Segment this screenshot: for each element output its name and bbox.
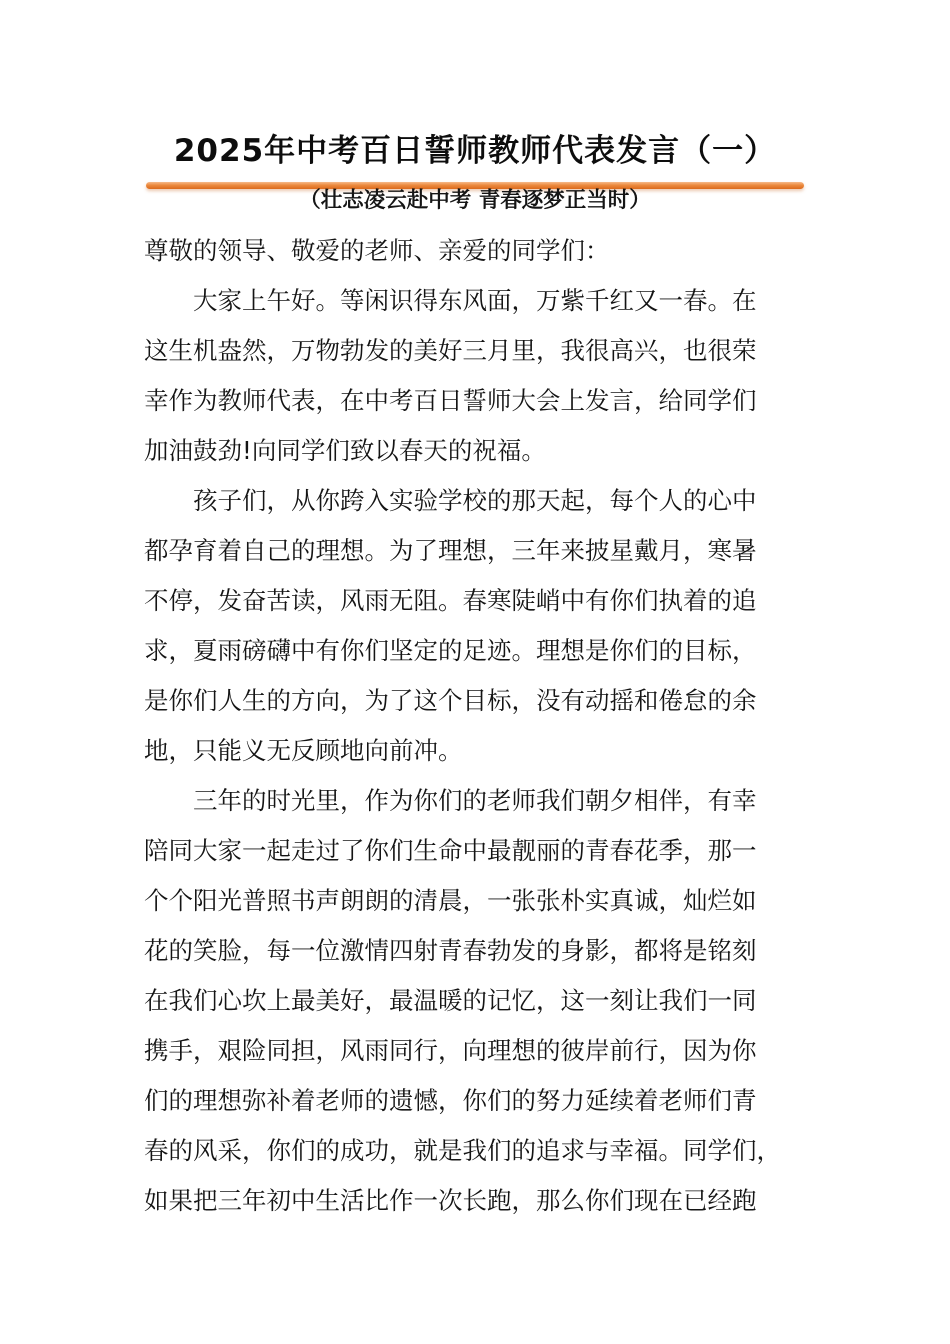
paragraph-line: 携手，艰险同担，风雨同行，向理想的彼岸前行，因为你 bbox=[144, 1036, 757, 1065]
paragraph-3 bbox=[144, 776, 806, 1226]
paragraph-line: 是你们人生的方向，为了这个目标，没有动摇和倦怠的余 bbox=[144, 686, 757, 715]
paragraph-line: 都孕育着自己的理想。为了理想，三年来披星戴月，寒暑 bbox=[144, 536, 757, 565]
paragraph-line: 这生机盎然，万物勃发的美好三月里，我很高兴，也很荣 bbox=[144, 336, 757, 365]
salutation: 尊敬的领导、敬爱的老师、亲爱的同学们： bbox=[144, 236, 610, 265]
paragraph-line: 春的风采，你们的成功，就是我们的追求与幸福。同学们， bbox=[144, 1136, 781, 1165]
paragraph-line: 求，夏雨磅礴中有你们坚定的足迹。理想是你们的目标， bbox=[144, 636, 757, 665]
paragraph-line: 幸作为教师代表，在中考百日誓师大会上发言，给同学们 bbox=[144, 386, 757, 415]
paragraph-line: 大家上午好。等闲识得东风面，万紫千红又一春。在 bbox=[193, 286, 757, 315]
paragraph-line: 如果把三年初中生活比作一次长跑，那么你们现在已经跑 bbox=[144, 1186, 757, 1215]
paragraph-line: 们的理想弥补着老师的遗憾，你们的努力延续着老师们青 bbox=[144, 1086, 757, 1115]
paragraph-line: 陪同大家一起走过了你们生命中最靓丽的青春花季，那一 bbox=[144, 836, 757, 865]
paragraph-line: 花的笑脸，每一位激情四射青春勃发的身影，都将是铭刻 bbox=[144, 936, 757, 965]
paragraph-1 bbox=[144, 276, 806, 476]
paragraph-2 bbox=[144, 476, 806, 776]
paragraph-line: 加油鼓劲!向同学们致以春天的祝福。 bbox=[144, 436, 546, 465]
paragraph-line: 三年的时光里，作为你们的老师我们朝夕相伴，有幸 bbox=[193, 786, 757, 815]
paragraph-line: 个个阳光普照书声朗朗的清晨，一张张朴实真诚，灿烂如 bbox=[144, 886, 757, 915]
speech-body bbox=[144, 226, 806, 1226]
document-title: 2025年中考百日誓师教师代表发言（一） bbox=[173, 133, 777, 169]
paragraph-line: 孩子们，从你跨入实验学校的那天起，每个人的心中 bbox=[193, 486, 757, 515]
document-subtitle: （壮志凌云赴中考 青春逐梦正当时） bbox=[299, 188, 651, 213]
paragraph-line: 不停，发奋苦读，风雨无阻。春寒陡峭中有你们执着的追 bbox=[144, 586, 757, 615]
paragraph-line: 在我们心坎上最美好，最温暖的记忆，这一刻让我们一同 bbox=[144, 986, 757, 1015]
paragraph-line: 地，只能义无反顾地向前冲。 bbox=[144, 736, 463, 765]
